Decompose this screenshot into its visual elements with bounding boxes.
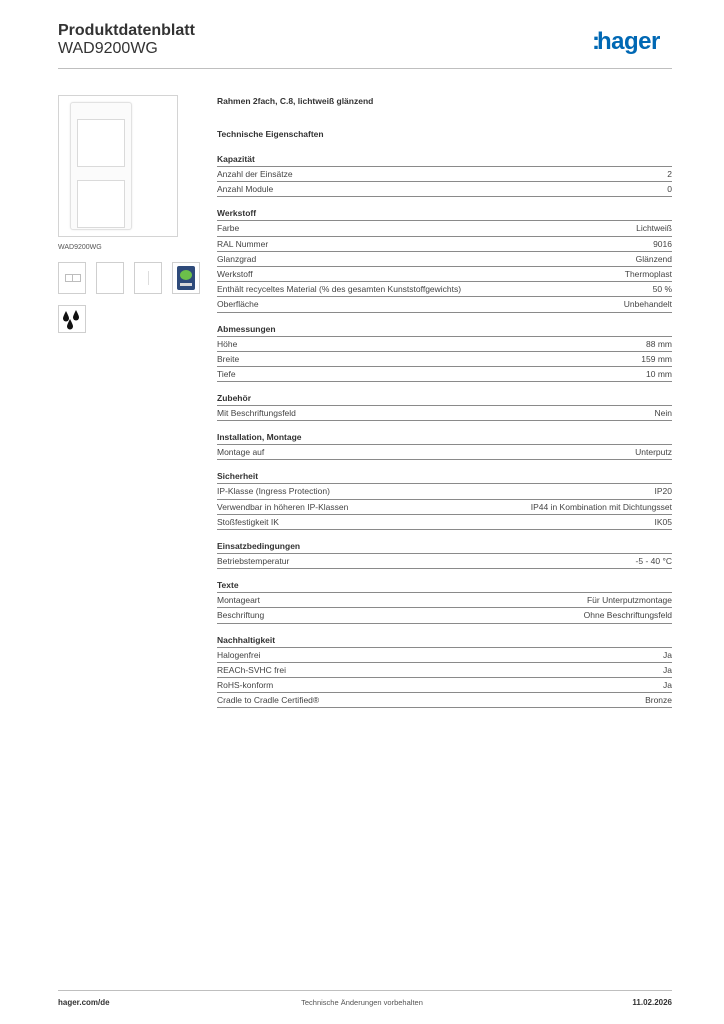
spec-row xyxy=(217,221,672,236)
spec-label: Stoßfestigkeit IK xyxy=(217,516,279,527)
frame-outline-shape xyxy=(65,274,81,282)
spec-sections xyxy=(217,153,672,708)
spec-label: Höhe xyxy=(217,338,238,349)
spec-section xyxy=(217,207,672,312)
spec-value: Bronze xyxy=(645,695,672,706)
spec-label: Montage auf xyxy=(217,447,265,458)
spec-value: Ohne Beschriftungsfeld xyxy=(583,610,672,621)
spec-value: Ja xyxy=(663,649,672,660)
spec-row xyxy=(217,167,672,182)
spec-row xyxy=(217,648,672,663)
spec-section xyxy=(217,540,672,569)
spec-label: Farbe xyxy=(217,223,240,234)
spec-row xyxy=(217,352,672,367)
spec-section xyxy=(217,153,672,197)
spec-label: RoHS-konform xyxy=(217,679,274,690)
spec-label: Enthält recyceltes Material (% des gesamten Kunststoffgewichts) xyxy=(217,284,462,295)
spec-section xyxy=(217,392,672,421)
spec-label: RAL Nummer xyxy=(217,238,269,249)
cradle-to-cradle-icon[interactable] xyxy=(172,262,200,294)
section-title: Nachhaltigkeit xyxy=(217,634,672,648)
spec-label: Glanzgrad xyxy=(217,253,257,264)
hager-logo[interactable]: :hager xyxy=(592,28,660,55)
spec-row xyxy=(217,445,672,460)
spec-value: Unbehandelt xyxy=(623,299,672,310)
spec-row xyxy=(217,500,672,515)
spec-value: Nein xyxy=(654,408,672,419)
footer-website-link[interactable]: hager.com/de xyxy=(58,998,110,1007)
spec-value: 88 mm xyxy=(646,338,672,349)
spec-row xyxy=(217,337,672,352)
spec-row xyxy=(217,484,672,499)
section-title: Einsatzbedingungen xyxy=(217,540,672,554)
spec-label: Verwendbar in höheren IP-Klassen xyxy=(217,501,349,512)
spec-row xyxy=(217,282,672,297)
section-title: Texte xyxy=(217,579,672,593)
water-drops-svg xyxy=(59,306,85,332)
spec-value: Lichtweiß xyxy=(636,223,672,234)
spec-value: 50 % xyxy=(652,284,672,295)
section-title: Werkstoff xyxy=(217,207,672,221)
product-image[interactable] xyxy=(58,95,178,237)
spec-value: 9016 xyxy=(653,238,672,249)
frame-image xyxy=(70,102,132,230)
spec-value: 10 mm xyxy=(646,368,672,379)
spec-row xyxy=(217,678,672,693)
blank-thumbnail[interactable] xyxy=(96,262,124,294)
spec-section xyxy=(217,323,672,383)
header-divider xyxy=(58,68,672,69)
frame-outline-icon[interactable] xyxy=(58,262,86,294)
document-title: Produktdatenblatt xyxy=(58,22,195,39)
spec-value: IP20 xyxy=(654,486,672,497)
spec-row xyxy=(217,297,672,312)
spec-row xyxy=(217,267,672,282)
spec-value: 2 xyxy=(667,169,672,179)
spec-value: IK05 xyxy=(654,516,672,527)
section-title: Installation, Montage xyxy=(217,431,672,445)
spec-label: Anzahl der Einsätze xyxy=(217,169,293,179)
section-title: Abmessungen xyxy=(217,323,672,337)
spec-value: Unterputz xyxy=(635,447,672,458)
spec-value: -5 - 40 °C xyxy=(635,556,672,566)
spec-row xyxy=(217,406,672,421)
spec-label: Cradle to Cradle Certified® xyxy=(217,695,320,706)
spec-label: Betriebstemperatur xyxy=(217,556,290,566)
spec-label: IP-Klasse (Ingress Protection) xyxy=(217,486,330,497)
section-title: Zubehör xyxy=(217,392,672,406)
spec-label: REACh-SVHC frei xyxy=(217,664,286,675)
frame-insert-bottom xyxy=(77,180,125,228)
spec-value: IP44 in Kombination mit Dichtungsset xyxy=(530,501,672,512)
section-title: Sicherheit xyxy=(217,470,672,484)
spec-section xyxy=(217,579,672,623)
spec-value: 0 xyxy=(667,184,672,195)
spec-section xyxy=(217,431,672,460)
spec-content xyxy=(217,96,672,718)
spec-label: Tiefe xyxy=(217,368,236,379)
spec-row xyxy=(217,367,672,382)
footer-divider xyxy=(58,990,672,991)
c2c-badge xyxy=(177,266,195,290)
spec-label: Anzahl Module xyxy=(217,184,274,195)
product-name: Rahmen 2fach, C.8, lichtweiß glänzend xyxy=(217,96,374,106)
spec-value: Thermoplast xyxy=(624,268,672,279)
spec-value: Ja xyxy=(663,679,672,690)
spec-label: Beschriftung xyxy=(217,610,265,621)
tech-properties-heading: Technische Eigenschaften xyxy=(217,129,324,139)
spec-row xyxy=(217,515,672,530)
spec-label: Werkstoff xyxy=(217,268,253,279)
spec-value: Für Unterputzmontage xyxy=(586,595,672,606)
spec-section xyxy=(217,470,672,530)
spec-row xyxy=(217,554,672,569)
spec-label: Breite xyxy=(217,353,240,364)
water-drops-icon xyxy=(58,305,86,333)
spec-row xyxy=(217,693,672,708)
spec-row xyxy=(217,663,672,678)
spec-row xyxy=(217,593,672,608)
footer-date: 11.02.2026 xyxy=(632,998,672,1007)
spec-value: Glänzend xyxy=(635,253,672,264)
image-caption: WAD9200WG xyxy=(58,244,102,251)
logo-text: hager xyxy=(597,28,660,55)
spec-label: Montageart xyxy=(217,595,260,606)
spec-row xyxy=(217,252,672,267)
frame-insert-top xyxy=(77,119,125,167)
footer-note: Technische Änderungen vorbehalten xyxy=(301,998,423,1007)
frame-side-thumbnail[interactable] xyxy=(134,262,162,294)
spec-label: Mit Beschriftungsfeld xyxy=(217,408,296,419)
spec-section xyxy=(217,634,672,709)
spec-row xyxy=(217,608,672,623)
spec-row xyxy=(217,182,672,197)
spec-row xyxy=(217,237,672,252)
spec-label: Oberfläche xyxy=(217,299,259,310)
spec-label: Halogenfrei xyxy=(217,649,261,660)
section-title: Kapazität xyxy=(217,153,672,167)
product-code: WAD9200WG xyxy=(58,40,158,57)
spec-value: 159 mm xyxy=(641,353,672,364)
spec-value: Ja xyxy=(663,664,672,675)
frame-side-shape xyxy=(148,271,149,285)
